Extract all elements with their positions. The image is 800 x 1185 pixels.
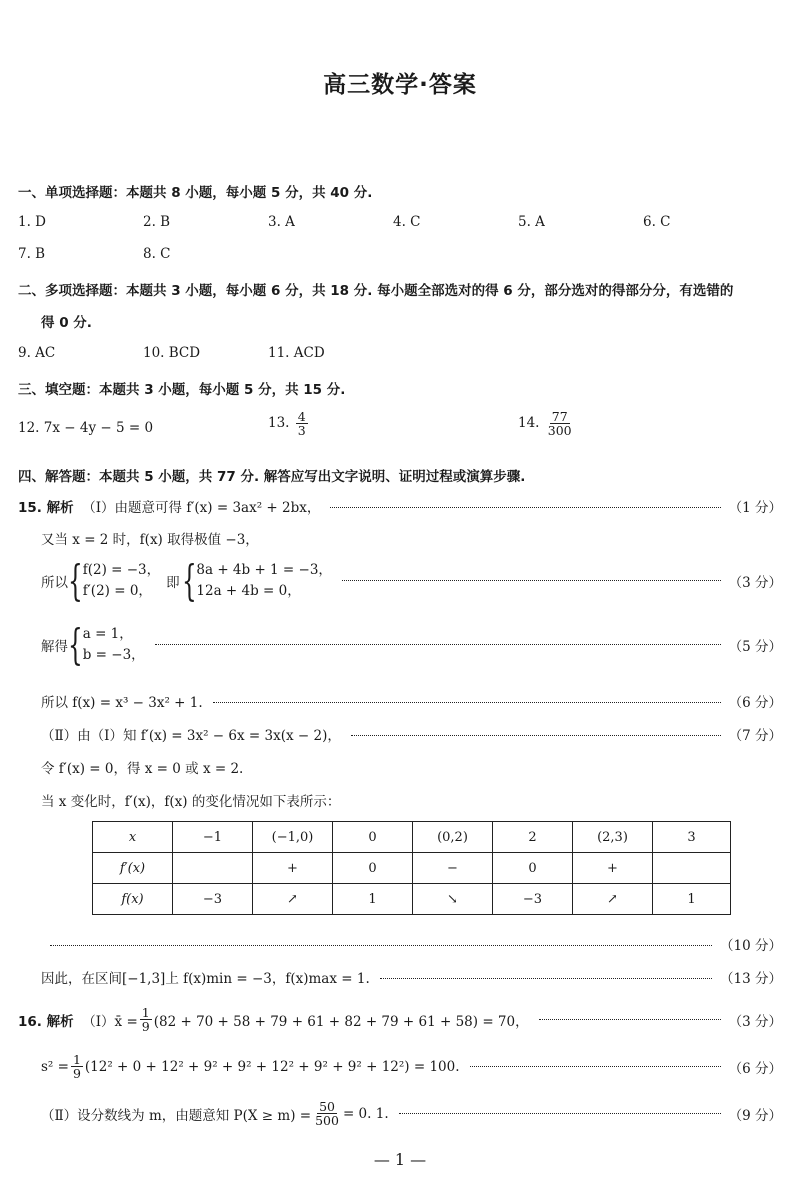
table-cell: f(x) — [93, 884, 173, 915]
answer-2: 2. B — [143, 214, 171, 230]
table-cell: 2 — [493, 822, 573, 853]
q15-line-11: 因此，在区间[−1,3]上 f(x)min = −3，f(x)max = 1. （13 分） — [41, 971, 782, 987]
section-3-heading: 三、填空题：本题共 3 小题，每小题 5 分，共 15 分. — [18, 382, 346, 398]
table-cell: 0 — [333, 822, 413, 853]
fraction-13: $\frac{4}{3}$ — [297, 409, 306, 439]
table-cell: x — [93, 822, 173, 853]
q16-line-1: 16. 解析 （Ⅰ）x̄ = $\frac{1}{9}$ (82 + 70 + 58 + 79 + 61 + 82 + 79 + 61 + 58) = 70， （3 分） — [18, 1005, 782, 1035]
q15-line-1: 15. 解析 （Ⅰ）由题意可得 f′(x) = 3ax² + 2bx， （1 分） — [18, 500, 782, 516]
variation-table — [92, 821, 731, 915]
table-cell: 1 — [333, 884, 413, 915]
table-cell: 0 — [333, 853, 413, 884]
table-cell: 1 — [653, 884, 731, 915]
table-cell: ↘ — [413, 884, 493, 915]
answer-12: 12. 7x − 4y − 5 = 0 — [18, 420, 154, 436]
table-cell: −3 — [493, 884, 573, 915]
answer-5: 5. A — [518, 214, 545, 230]
section-2-heading: 二、多项选择题：本题共 3 小题，每小题 6 分，共 18 分. 每小题全部选对的得 6 分，部分选对的得部分分，有选错的 — [18, 283, 734, 299]
table-cell — [173, 853, 253, 884]
table-cell: (2,3) — [573, 822, 653, 853]
answer-4: 4. C — [393, 214, 421, 230]
q16-line-3: （Ⅱ）设分数线为 m，由题意知 P(X ≥ m) = $\frac{50}{500}$ = 0. 1. （9 分） — [41, 1099, 782, 1129]
answer-7: 7. B — [18, 246, 46, 262]
table-cell: + — [253, 853, 333, 884]
table-cell: + — [573, 853, 653, 884]
section-2-heading-cont: 得 0 分. — [41, 315, 92, 331]
table-cell: f′(x) — [93, 853, 173, 884]
answer-6: 6. C — [643, 214, 671, 230]
table-cell: − — [413, 853, 493, 884]
answer-8: 8. C — [143, 246, 171, 262]
section-4-heading: 四、解答题：本题共 5 小题，共 77 分. 解答应写出文字说明、证明过程或演算步骤. — [18, 469, 526, 485]
q15-line-2: 又当 x = 2 时，f(x) 取得极值 −3， — [41, 532, 259, 548]
q15-system-1: 所以 { f(2) = −3， f′(2) = 0， 即 { 8a + 4b + 1 = −3， 12a + 4b = 0， （3 分） — [41, 556, 782, 606]
q15-line-10: （10 分） — [50, 934, 782, 954]
table-cell: (0,2) — [413, 822, 493, 853]
section-1-heading: 一、单项选择题：本题共 8 小题，每小题 5 分，共 40 分. — [18, 185, 373, 201]
table-row — [93, 822, 731, 853]
q15-line-7: 令 f′(x) = 0，得 x = 0 或 x = 2. — [41, 761, 244, 777]
answer-1: 1. D — [18, 214, 46, 230]
fraction-14: $\frac{77}{300}$ — [547, 409, 572, 439]
answer-9: 9. AC — [18, 345, 56, 361]
table-cell: −3 — [173, 884, 253, 915]
table-row — [93, 884, 731, 915]
answer-14: 14. $\frac{77}{300}$ — [518, 409, 572, 439]
table-cell: (−1,0) — [253, 822, 333, 853]
table-cell: ↗ — [573, 884, 653, 915]
q16-line-2: s² = $\frac{1}{9}$ (12² + 0 + 12² + 9² + 9² + 12² + 9² + 9² + 12²) = 100. （6 分） — [41, 1052, 782, 1082]
table-cell: ↗ — [253, 884, 333, 915]
q15-line-5: 所以 f(x) = x³ − 3x² + 1. （6 分） — [41, 695, 782, 711]
answer-13: 13. $\frac{4}{3}$ — [268, 409, 306, 439]
answer-11: 11. ACD — [268, 345, 325, 361]
answer-10: 10. BCD — [143, 345, 201, 361]
table-cell — [653, 853, 731, 884]
table-cell: 3 — [653, 822, 731, 853]
table-cell: −1 — [173, 822, 253, 853]
page-number: — 1 — — [373, 1150, 427, 1169]
q15-system-2: 解得 { a = 1， b = −3， （5 分） — [41, 620, 782, 670]
q15-line-6: （Ⅱ）由（Ⅰ）知 f′(x) = 3x² − 6x = 3x(x − 2)， （7 分） — [41, 728, 782, 744]
answer-3: 3. A — [268, 214, 295, 230]
page-title: 高三数学·答案 — [323, 72, 477, 98]
table-row — [93, 853, 731, 884]
q15-line-8: 当 x 变化时，f′(x)，f(x) 的变化情况如下表所示： — [41, 794, 341, 810]
table-cell: 0 — [493, 853, 573, 884]
